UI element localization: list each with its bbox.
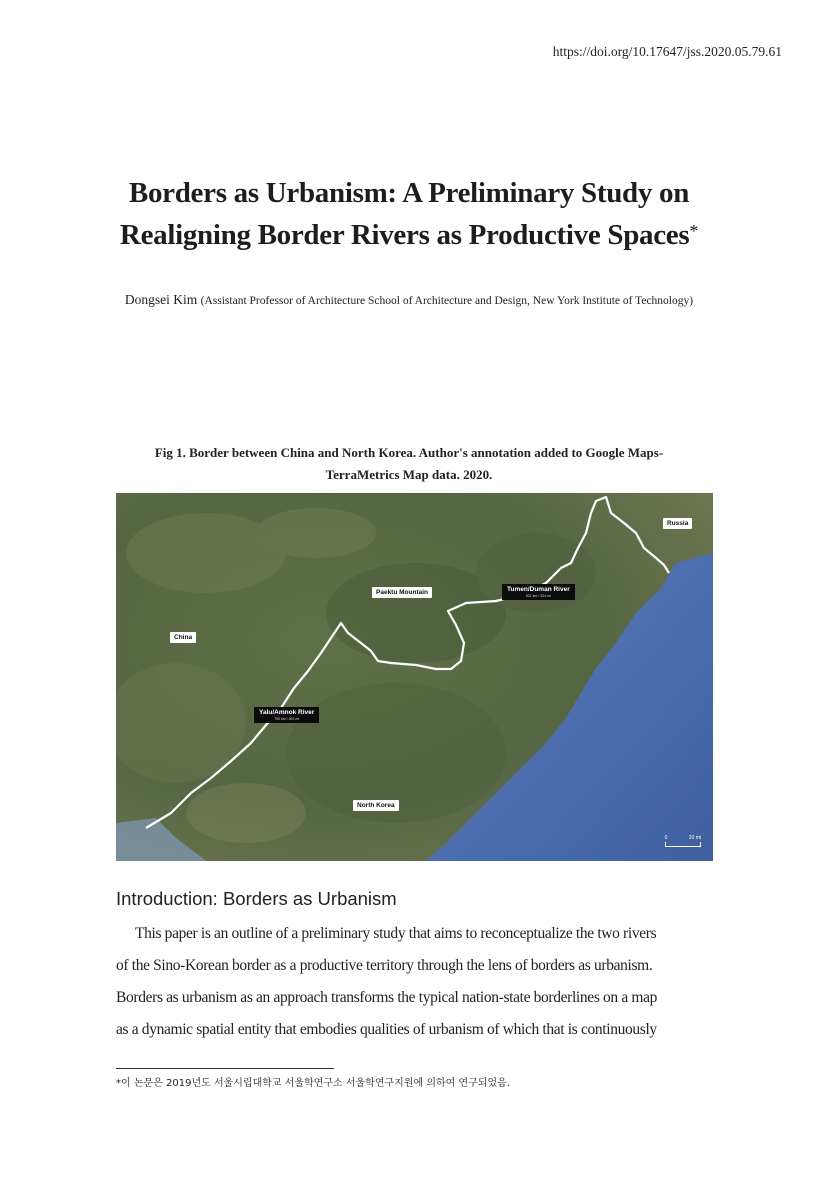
doi-link[interactable]: https://doi.org/10.17647/jss.2020.05.79.61 (552, 44, 782, 59)
map-scale (665, 835, 701, 847)
title-footnote-mark[interactable]: * (689, 221, 699, 241)
title-line-1: Borders as Urbanism: A Preliminary Study on (128, 177, 690, 209)
figure-caption (0, 442, 818, 486)
footnote: *이 논문은 2019년도 서울시립대학교 서울학연구소 서울학연구지원에 의하여 연구되었음. (116, 1078, 510, 1089)
yalu-river-length: 790 km / 491 mi (274, 717, 300, 721)
body-line-1: This paper is an outline of a preliminary study that aims to reconceptualize the two rivers (135, 925, 657, 942)
border-map (116, 493, 713, 861)
scale-zero: 0 (664, 835, 668, 841)
label-tumen-river (502, 584, 575, 600)
map-graphic (116, 493, 713, 861)
tumen-river-name: Tumen/Duman River (507, 586, 570, 593)
label-russia: Russia (663, 518, 692, 529)
section-heading: Introduction: Borders as Urbanism (116, 888, 397, 909)
author-affiliation: (Assistant Professor of Architecture School of Architecture and Design, New York Institute of Technology) (200, 295, 694, 307)
scale-bar (665, 842, 701, 847)
caption-line-1: Fig 1. Border between China and North Korea. Author's annotation added to Google Maps- (154, 445, 664, 460)
title-line-2 (0, 214, 818, 256)
author-line (0, 292, 818, 308)
body-line-4: as a dynamic spatial entity that embodies qualities of urbanism of which that is continuously (116, 1021, 657, 1038)
body-line-2: of the Sino-Korean border as a productive territory through the lens of borders as urbanism. (116, 957, 653, 974)
paper-title (0, 172, 818, 256)
title-line-2-text: Realigning Border Rivers as Productive Spaces (119, 219, 690, 251)
body-line-3: Borders as urbanism as an approach transforms the typical nation-state borderlines on a map (116, 989, 658, 1006)
tumen-river-length: 521 km / 324 mi (525, 594, 551, 598)
label-north-korea: North Korea (353, 800, 399, 811)
yalu-river-name: Yalu/Amnok River (259, 709, 315, 716)
label-paektu-mountain: Paektu Mountain (372, 587, 432, 598)
label-china: China (170, 632, 196, 643)
caption-line-2: TerraMetrics Map data. 2020. (325, 467, 493, 482)
scale-unit: 20 mi (688, 835, 701, 841)
label-yalu-river (254, 707, 319, 723)
footnote-divider (116, 1068, 334, 1069)
author-name: Dongsei Kim (124, 292, 198, 307)
section-body (116, 918, 716, 1046)
